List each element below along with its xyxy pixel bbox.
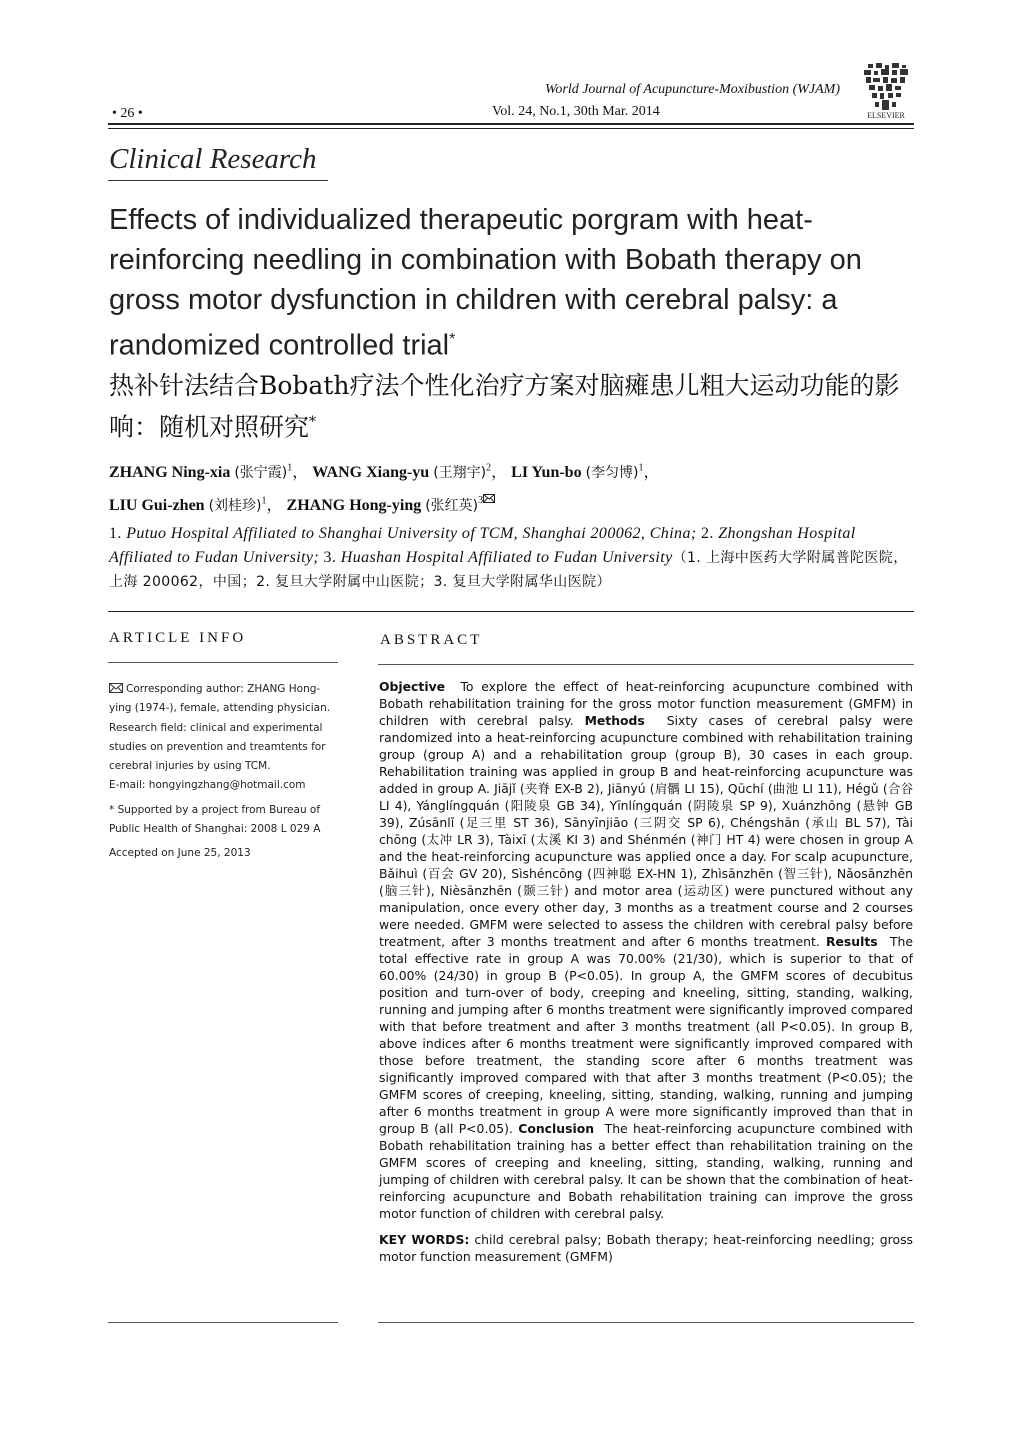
envelope-icon: [109, 683, 123, 693]
abstract-rule: [378, 664, 914, 665]
abstract-body: [379, 678, 913, 1265]
accepted-date: Accepted on June 25, 2013: [109, 847, 251, 860]
title-footnote-mark: *: [449, 331, 456, 348]
author: LI Yun-bo (李匀博)$^1$，: [511, 463, 660, 482]
abstract-heading: ABSTRACT: [380, 632, 483, 648]
affiliation-1: Putuo Hospital Affiliated to Shanghai University of TCM, Shanghai 200062, China;: [126, 525, 697, 542]
info-bottom-rule: [108, 1322, 338, 1323]
elsevier-logo: [858, 62, 914, 120]
affiliation-rule: [108, 611, 914, 612]
corresponding-author: Corresponding author: ZHANG Hong-ying (1974-), female, attending physician. Research field: clinical and experimental studies on prevention and treamtents for cerebral injuries by using TCM.: [109, 683, 331, 773]
objective-text: To explore the effect of heat-reinforcing acupuncture combined with Bobath rehabilitation training for the gross motor function measurement (GMFM) in children with cerebral palsy.: [379, 679, 913, 728]
page-number: • 26 •: [112, 106, 143, 121]
journal-name: World Journal of Acupuncture-Moxibustion (WJAM): [545, 82, 840, 97]
envelope-icon: [483, 494, 495, 503]
abstract-bottom-rule: [378, 1322, 914, 1323]
keywords-label: KEY WORDS:: [379, 1232, 470, 1247]
author: WANG Xiang-yu (王翔宇)$^2$，: [312, 463, 508, 482]
header-rule-thin: [108, 128, 914, 129]
affiliation-2: Zhongshan Hospital Affiliated to Fudan University;: [109, 525, 856, 566]
article-info-heading: ARTICLE INFO: [109, 630, 247, 646]
title-cn-footnote-mark: *: [309, 414, 317, 430]
article-title-chinese: 热补针法结合Bobath疗法个性化治疗方案对脑瘫患儿粗大运动功能的影响：随机对照研究*: [109, 371, 900, 442]
email: E-mail: hongyingzhang@hotmail.com: [109, 779, 306, 792]
author: ZHANG Hong-ying (张红英)$^3$: [287, 497, 496, 514]
affiliation-3: Huashan Hospital Affiliated to Fudan University: [340, 549, 673, 566]
article-info-rule: [108, 662, 338, 663]
methods-text: Sixty cases of cerebral palsy were randomized into a heat-reinforcing acupuncture combined with rehabilitation training group (group A) and a rehabilitation group (group B), 30 cases in each group. Rehabilitation training was applied in group B and heat-reinforcing acupuncture was added in group A. Jiājǐ (夹脊 EX-B 2), Jiānyú (肩髃 LI 15), Qūchí (曲池 LI 11), Hégǔ (合谷 LI 4), Yánglíngquán (阳陵泉 GB 34), Yīnlíngquán (阴陵泉 SP 9), Xuánzhōng (悬钟 GB 39), Zúsānlǐ (足三里 ST 36), Sānyīnjiāo (三阴交 SP 6), Chéngshān (承山 BL 57), Tài chōng (太冲 LR 3), Tàixī (太溪 KI 3) and Shénmén (神门 HT 4) were chosen in group A and the heat-reinforcing acupuncture was applied once a day. For scalp acupuncture, Bǎihuì (百会 GV 20), Sìshéncōng (四神聪 EX-HN 1), Zhìsānzhēn (智三针), Nǎosānzhēn (脑三针), Nièsānzhēn (颞三针) and motor area (运动区) were punctured without any manipulation, once every other day, 3 months as a treatment course and 2 courses were needed. GMFM were selected to assess the children with cerebral palsy before treatment, after 3 months treatment and after 6 months treatment.: [379, 713, 913, 949]
article-info-panel: [109, 680, 341, 864]
keywords-text: child cerebral palsy; Bobath therapy; heat-reinforcing needling; gross motor function measurement (GMFM): [379, 1232, 913, 1264]
elsevier-wordmark: ELSEVIER: [867, 111, 905, 120]
article-title-english: Effects of individualized therapeutic porgram with heat-reinforcing needling in combination with Bobath therapy on gross motor dysfunction in children with cerebral palsy: a randomized controlled trial*: [109, 204, 862, 362]
results-text: The total effective rate in group A was 70.00% (21/30), which is superior to that of 60.00% (24/30) in group B (P<0.05). In group A, the GMFM scores of decubitus position and turn-over of body, creeping and kneeling, sitting, standing, walking, running and jumping after 6 months treatment were significantly improved compared with that before treatment and after 3 months treatment (all P<0.05). In group B, above indices after 6 months treatment were significantly improved compared with those before treatment, the standing score after 6 months treatment was significantly improved compared with that after 3 months treatment (P<0.05); the GMFM scores of creeping, kneeling, sitting, standing, walking, running and jumping after 6 months treatment in group A were more significantly improved than that in group B (all P<0.05).: [379, 934, 913, 1136]
affiliations-chinese: （1. 上海中医药大学附属普陀医院，上海 200062，中国；2. 复旦大学附属中山医院；3. 复旦大学附属华山医院）: [109, 550, 908, 590]
funding-note: * Supported by a project from Bureau of Public Health of Shanghai: 2008 L 029 A: [109, 803, 321, 836]
objective-label: Objective: [379, 679, 446, 694]
conclusion-label: Conclusion: [518, 1121, 595, 1136]
keywords: [379, 1231, 913, 1265]
volume-info: Vol. 24, No.1, 30th Mar. 2014: [492, 104, 660, 119]
results-label: Results: [825, 934, 878, 949]
affiliations: 1. Putuo Hospital Affiliated to Shanghai University of TCM, Shanghai 200062, China; 2. Zhongshan Hospital Affiliated to Fudan University; 3. Huashan Hospital Affiliated to Fudan University（1. 上海中医药大学附属普陀医院，上海 200062，中国；2. 复旦大学附属中山医院；3. 复旦大学附属华山医院）: [109, 525, 908, 590]
author-list: [109, 455, 919, 520]
abstract-text: [379, 678, 913, 1222]
methods-label: Methods: [584, 713, 645, 728]
conclusion-text: The heat-reinforcing acupuncture combined with Bobath rehabilitation training has a better effect than rehabilitation training on the GMFM scores of creeping and kneeling, sitting, standing, walking, running and jumping of children with cerebral palsy. It can be shown that the combination of heat-reinforcing acupuncture and Bobath rehabilitation training can improve the gross motor function of children with cerebral palsy.: [379, 1121, 913, 1221]
section-underline: [108, 180, 328, 181]
section-label: Clinical Research: [109, 143, 317, 175]
header-rule: [108, 123, 914, 125]
author: LIU Gui-zhen (刘桂珍)$^1$，: [109, 495, 283, 514]
author: ZHANG Ning-xia (张宁霞)$^1$，: [109, 463, 309, 482]
journal-abbreviation: (WJAM): [792, 82, 840, 97]
